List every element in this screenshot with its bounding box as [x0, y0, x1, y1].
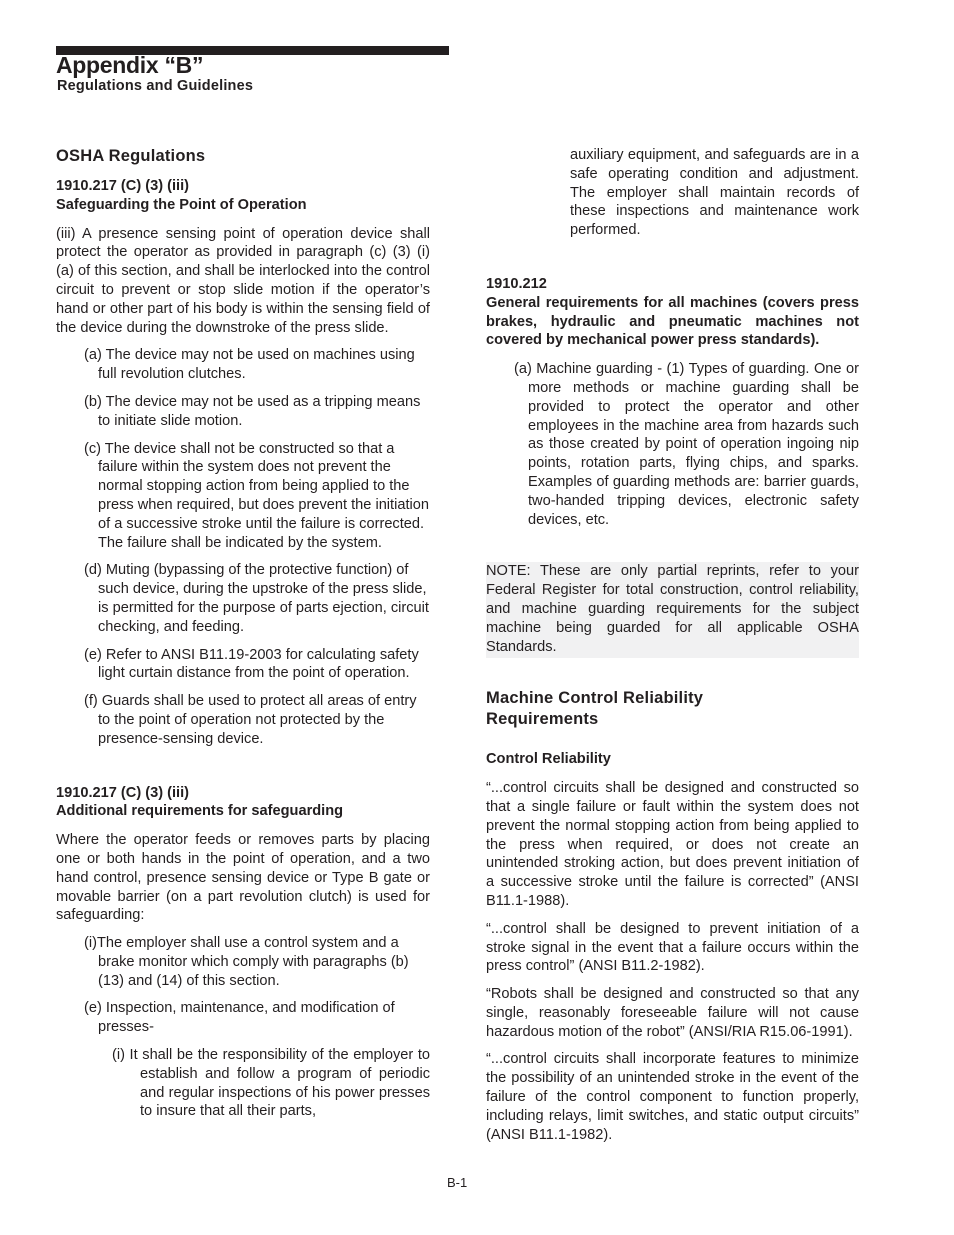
quote-paragraph: “...control circuits shall be designed and constructed so that a single failure or fault within the system does not prevent the normal stopping action from being applied to the press when required, or does not create an unintended stroking action, but does prevent initiation of a successive stroke until the failure is corrected” (ANSI B11.1-1988). [486, 780, 859, 909]
regulation-heading [56, 784, 430, 822]
section-title-osha: OSHA Regulations [56, 147, 206, 165]
note-box: NOTE: These are only partial reprints, refer to your Federal Register for total construction, control reliability, and machine guarding requirements for the subject machine being guarded for all applicable OSHA Standards. [486, 562, 859, 658]
sub-list-item: (i) It shall be the responsibility of the employer to establish and follow a program of periodic and regular inspections of his power presses to insure that all their parts, [112, 1047, 430, 1120]
regulation-title: Safeguarding the Point of Operation [56, 196, 307, 213]
right-column [486, 146, 859, 1153]
list-item: (a) The device may not be used on machines using full revolution clutches. [84, 347, 415, 383]
quote-paragraph: “Robots shall be designed and constructed so that any single, reasonably foreseeable failure will not cause hazardous motion of the robot” (ANSI/RIA R15.06-1991). [486, 986, 859, 1040]
regulation-title: General requirements for all machines (covers press brakes, hydraulic and pneumatic machines not covered by mechanical power press standards). [486, 294, 859, 349]
section-title-reliability: Machine Control Reliability Requirements [486, 689, 704, 729]
continued-text: auxiliary equipment, and safeguards are in a safe operating condition and adjustment. The employer shall maintain records of these inspections and maintenance work performed. [570, 147, 859, 239]
list-item: (d) Muting (bypassing of the protective function) of such device, during the upstroke of the press slide, is permitted for the purpose of parts ejection, circuit checking, and feeding. [84, 562, 429, 635]
regulation-code: 1910.212 [486, 275, 547, 292]
left-column [56, 146, 430, 1130]
regulation-intro: Where the operator feeds or removes parts by placing one or both hands in the point of operation, and a two hand control, presence sensing device or Type B gate or movable barrier (on a part revolution clutch) is used for safeguarding: [56, 832, 430, 924]
regulation-heading [486, 275, 859, 350]
list-item: (e) Refer to ANSI B11.19-2003 for calculating safety light curtain distance from the point of operation. [84, 646, 419, 682]
list-item: (b) The device may not be used as a tripping means to initiate slide motion. [84, 393, 421, 429]
list-item: (f) Guards shall be used to protect all areas of entry to the point of operation not protected by the presence-sensing device. [84, 693, 417, 747]
list-item: (c) The device shall not be constructed so that a failure within the system does not prevent the normal stopping action from being applied to the press when required, but does prevent the initiation of a successive stroke until the failure is corrected. The failure shall be indicated by the system. [84, 440, 429, 551]
regulation-title: Additional requirements for safeguarding [56, 803, 344, 820]
page-subtitle: Regulations and Guidelines [57, 78, 254, 94]
quote-paragraph: “...control shall be designed to prevent initiation of a stroke signal in the event that a failure occurs within the press control” (ANSI B11.2-1982). [486, 920, 859, 975]
page-title: Appendix “B” [56, 52, 204, 78]
list-item: (a) Machine guarding - (1) Types of guarding. One or more methods or machine guarding shall be provided to protect the operator and other employees in the machine area from hazards such as those created by point of operation ingoing nip points, rotation parts, flying chips, and sparks. Examples of guarding methods are: barrier guards, two-handed tripping devices, electronic safety devices, etc. [514, 361, 859, 528]
list-item: (e) Inspection, maintenance, and modification of presses- [84, 1000, 395, 1036]
subheading-control-reliability: Control Reliability [486, 751, 611, 768]
page-number: B-1 [447, 1175, 468, 1190]
regulation-intro: (iii) A presence sensing point of operation device shall protect the operator as provided in paragraph (c) (3) (i) (a) of this section, and shall be interlocked into the control circuit to prevent or stop slide motion if the operator’s hand or other part of his body is within the sensing field of the device during the downstroke of the press slide. [56, 225, 430, 336]
regulation-code: 1910.217 (C) (3) (iii) [56, 784, 190, 801]
list-item: (i)The employer shall use a control system and a brake monitor which comply with paragraphs (b) (13) and (14) of this section. [84, 935, 409, 989]
quote-paragraph: “...control circuits shall incorporate features to minimize the possibility of an unintended stroke in the event of the failure of the control component to function properly, including relays, limit switches, and static output circuits” (ANSI B11.1-1982). [486, 1051, 859, 1143]
regulation-code: 1910.217 (C) (3) (iii) [56, 178, 190, 194]
regulation-heading [56, 177, 430, 215]
